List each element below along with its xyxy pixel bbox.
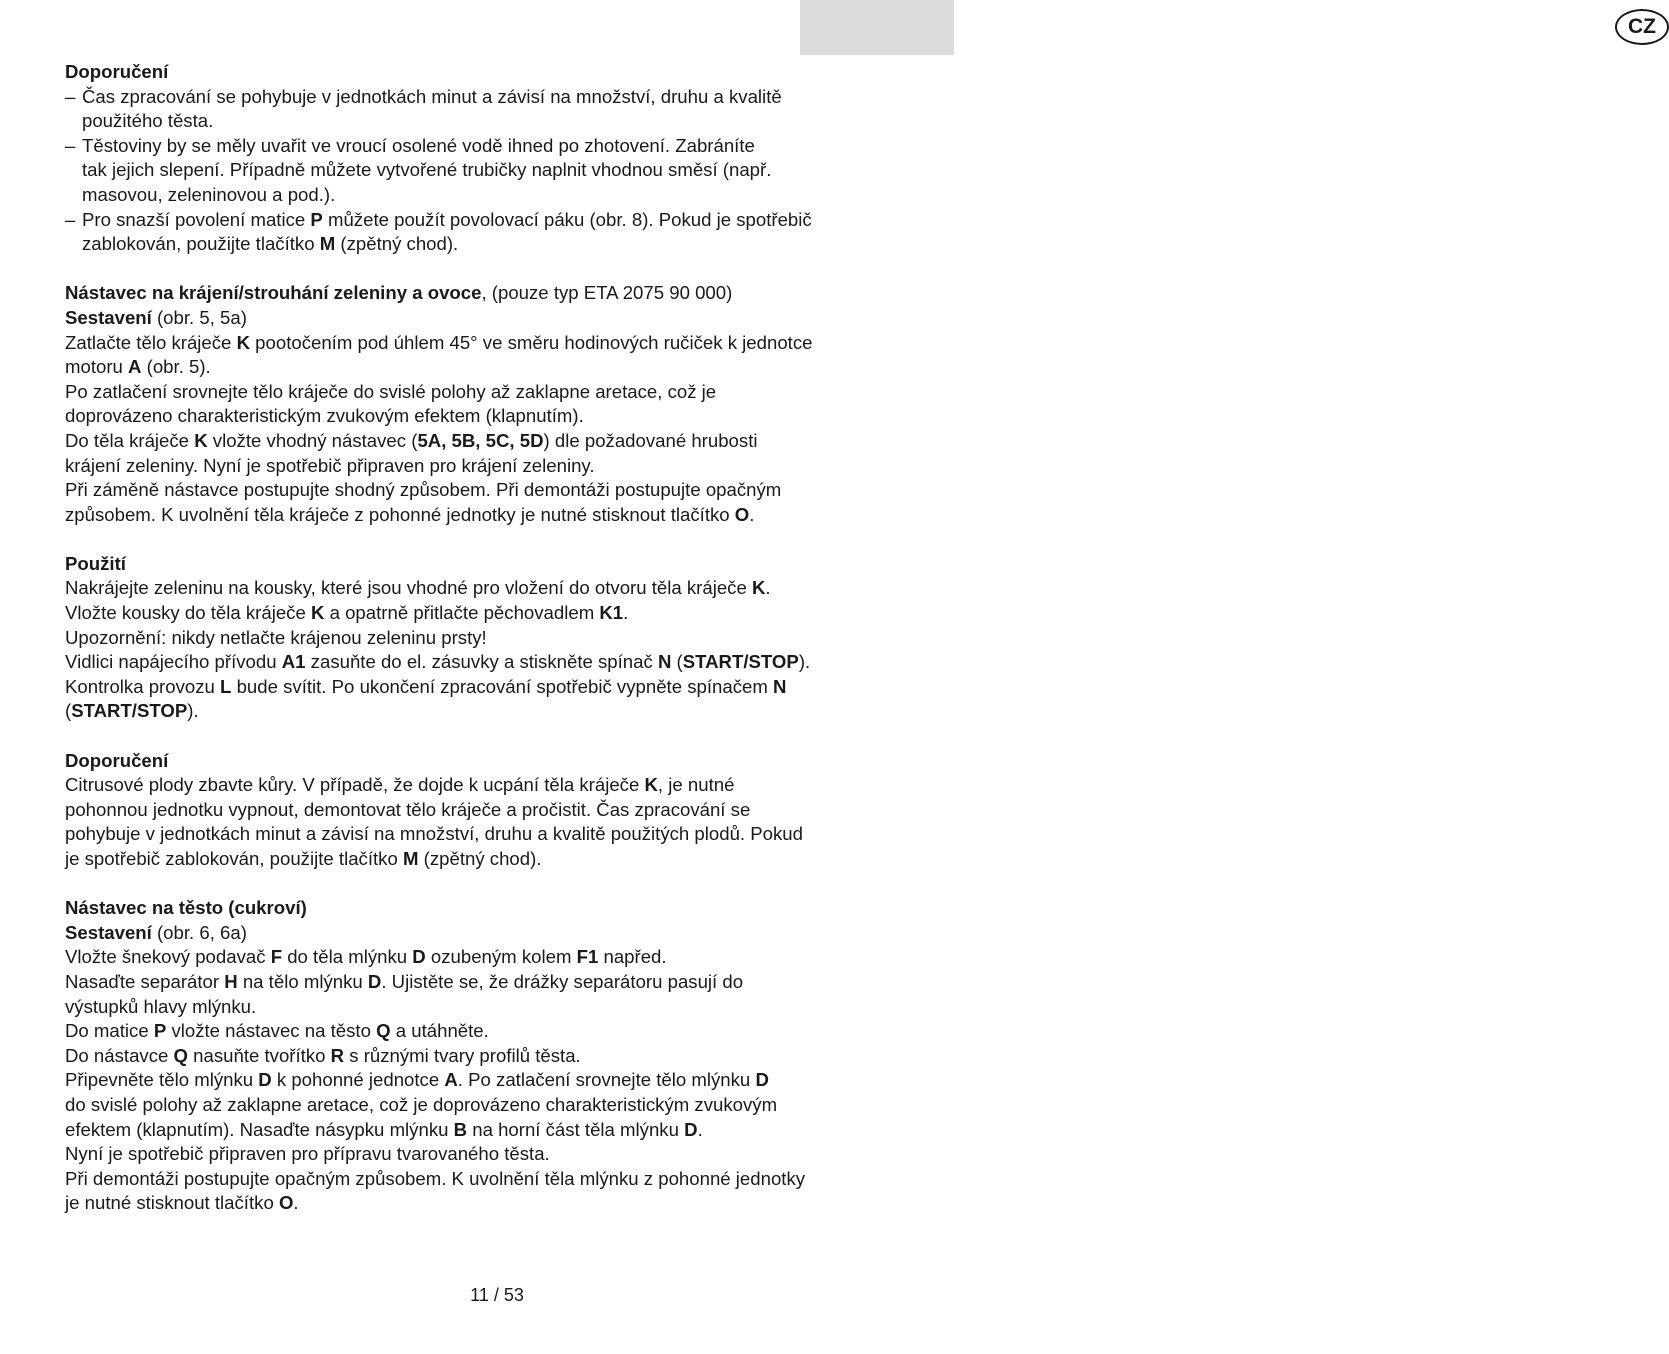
section-doporuceni-2 bbox=[65, 749, 895, 872]
text-run: zasuňte do el. zásuvky a stiskněte spínač bbox=[305, 651, 658, 673]
text-run: efektem (klapnutím). Nasaďte násypku mlýnku bbox=[65, 1118, 454, 1140]
bold-text: F1 bbox=[576, 946, 599, 968]
bold-text: L bbox=[220, 675, 232, 697]
section-pouziti bbox=[65, 552, 895, 724]
text-run: a opatrně přitlačte pěchovadlem bbox=[324, 602, 600, 624]
text-run: . bbox=[765, 577, 771, 599]
text-line bbox=[65, 1019, 895, 1044]
text-line bbox=[65, 331, 895, 356]
text-line bbox=[65, 454, 895, 479]
text-run: , (pouze typ ETA 2075 90 000) bbox=[481, 282, 733, 304]
text-line bbox=[65, 921, 895, 946]
section-doporuceni-1 bbox=[65, 60, 895, 257]
text-line bbox=[65, 503, 895, 528]
text-run: na tělo mlýnku bbox=[237, 970, 368, 992]
text-run: způsobem. K uvolnění těla kráječe z pohonné jednotky je nutné stisknout tlačítko bbox=[65, 503, 735, 525]
text-run: Nasaďte separátor bbox=[65, 970, 225, 992]
text-run: Do nástavce bbox=[65, 1044, 174, 1066]
text-line bbox=[65, 626, 895, 651]
text-run: Zatlačte tělo kráječe bbox=[65, 331, 237, 353]
text-line bbox=[65, 1167, 895, 1192]
text-line bbox=[65, 995, 895, 1020]
bold-text: D bbox=[755, 1069, 769, 1091]
text-line bbox=[65, 847, 895, 872]
bold-text: M bbox=[319, 233, 336, 255]
bold-text: K bbox=[310, 602, 325, 624]
bold-text: Sestavení bbox=[65, 306, 152, 328]
bold-text: Q bbox=[376, 1020, 391, 1042]
section-nastavec-krajeni bbox=[65, 281, 895, 527]
bold-text: B bbox=[453, 1118, 468, 1140]
text-run: vložte nástavec na těsto bbox=[166, 1020, 377, 1042]
text-run: (obr. 5). bbox=[141, 356, 211, 378]
text-line bbox=[65, 822, 895, 847]
text-run: Při demontáži postupujte opačným způsobem. K uvolnění těla mlýnku z pohonné jednotky bbox=[65, 1167, 806, 1189]
text-run: doprovázeno charakteristickým zvukovým efektem (klapnutím). bbox=[65, 405, 584, 427]
text-run: . Ujistěte se, že drážky separátoru pasují do bbox=[381, 970, 744, 992]
text-run: je nutné stisknout tlačítko bbox=[65, 1192, 279, 1214]
text-run: Vidlici napájecího přívodu bbox=[65, 651, 282, 673]
bold-text: D bbox=[412, 946, 426, 968]
text-run: . bbox=[623, 602, 629, 624]
bullet-dash: – bbox=[65, 85, 76, 107]
text-run: . bbox=[749, 503, 755, 525]
bullet-line bbox=[65, 85, 895, 110]
text-run: Pro snazší povolení matice bbox=[82, 208, 311, 230]
language-tab bbox=[800, 0, 1656, 55]
text-run: . bbox=[697, 1118, 703, 1140]
section-heading bbox=[65, 60, 895, 85]
bold-text: K bbox=[751, 577, 766, 599]
text-run: vložte vhodný nástavec ( bbox=[207, 429, 418, 451]
text-run: ) dle požadované hrubosti bbox=[543, 429, 758, 451]
text-line bbox=[65, 773, 895, 798]
text-run: je spotřebič zablokován, použijte tlačítko bbox=[65, 848, 403, 869]
text-line bbox=[65, 158, 895, 183]
text-run: Upozornění: nikdy netlačte krájenou zeleninu prsty! bbox=[65, 626, 487, 648]
text-run: (zpětný chod). bbox=[335, 233, 459, 255]
bold-text: Sestavení bbox=[65, 921, 152, 943]
text-run: ). bbox=[798, 651, 811, 673]
text-run: pohonnou jednotku vypnout, demontovat tělo kráječe a pročistit. Čas zpracování se bbox=[65, 798, 751, 820]
page-number: 11 / 53 bbox=[470, 1285, 524, 1305]
text-line bbox=[65, 576, 895, 601]
bullet-dash: – bbox=[65, 208, 76, 230]
text-run: pootočením pod úhlem 45° ve směru hodinových ručiček k jednotce bbox=[250, 331, 813, 353]
bold-text: Nástavec na krájení/strouhání zeleniny a ovoce bbox=[65, 282, 482, 304]
bold-text: N bbox=[657, 651, 672, 673]
text-line bbox=[65, 306, 895, 331]
text-line bbox=[65, 699, 895, 724]
text-line bbox=[65, 798, 895, 823]
text-run: Vložte šnekový podavač bbox=[65, 946, 271, 968]
bold-text: O bbox=[734, 503, 750, 525]
text-run: masovou, zeleninovou a pod.). bbox=[82, 183, 336, 205]
text-run: ( bbox=[671, 651, 683, 673]
text-run: nasuňte tvořítko bbox=[188, 1044, 331, 1066]
text-run: Vložte kousky do těla kráječe bbox=[65, 602, 311, 624]
text-line bbox=[65, 232, 895, 257]
text-run: napřed. bbox=[598, 946, 667, 968]
text-line bbox=[65, 355, 895, 380]
text-line bbox=[65, 1118, 895, 1143]
text-line bbox=[65, 1044, 895, 1069]
text-run: s různými tvary profilů těsta. bbox=[344, 1044, 581, 1066]
text-run: můžete použít povolovací páku (obr. 8). Pokud je spotřebič bbox=[322, 208, 812, 230]
text-line bbox=[65, 970, 895, 995]
bold-text: START/STOP bbox=[682, 651, 799, 673]
text-line bbox=[65, 429, 895, 454]
bold-text: K bbox=[194, 429, 208, 451]
text-line bbox=[65, 380, 895, 405]
text-run: Čas zpracování se pohybuje v jednotkách minut a závisí na množství, druhu a kvalitě bbox=[82, 85, 782, 107]
text-line bbox=[65, 1093, 895, 1118]
text-run: do svislé polohy až zaklapne aretace, což je doprovázeno charakteristickým zvukovým bbox=[65, 1093, 778, 1115]
text-line bbox=[65, 1191, 895, 1216]
text-run: na horní část těla mlýnku bbox=[467, 1118, 685, 1140]
text-run: (obr. 6, 6a) bbox=[151, 921, 247, 943]
text-run: motoru bbox=[65, 356, 129, 378]
bold-text: M bbox=[402, 848, 419, 869]
section-heading bbox=[65, 552, 895, 577]
bold-text: Q bbox=[173, 1044, 188, 1066]
text-run: Po zatlačení srovnejte tělo kráječe do svislé polohy až zaklapne aretace, což je bbox=[65, 380, 717, 402]
text-run: k pohonné jednotce bbox=[271, 1069, 445, 1091]
bold-text: A bbox=[444, 1069, 458, 1091]
text-run: Nakrájejte zeleninu na kousky, které jsou vhodné pro vložení do otvoru těla kráječe bbox=[65, 577, 752, 599]
text-line bbox=[65, 650, 895, 675]
text-line bbox=[65, 109, 895, 134]
text-run: ). bbox=[187, 700, 199, 722]
text-run: Do těla kráječe bbox=[65, 429, 195, 451]
text-run: bude svítit. Po ukončení zpracování spotřebič vypněte spínačem bbox=[231, 675, 773, 697]
text-run: . bbox=[293, 1192, 299, 1214]
text-line bbox=[65, 281, 895, 306]
bold-text: D bbox=[367, 970, 382, 992]
text-run: ( bbox=[65, 700, 72, 722]
bold-text: Použití bbox=[65, 552, 126, 574]
bullet-dash: – bbox=[65, 134, 76, 156]
bold-text: D bbox=[684, 1118, 698, 1140]
bold-text: F bbox=[270, 946, 283, 968]
text-run: tak jejich slepení. Případně můžete vytvořené trubičky naplnit vhodnou směsí (např. bbox=[82, 159, 772, 181]
section-heading bbox=[65, 896, 895, 921]
bold-text: K bbox=[236, 331, 250, 353]
section-nastavec-testo bbox=[65, 896, 895, 1216]
text-run: krájení zeleniny. Nyní je spotřebič připraven pro krájení zeleniny. bbox=[65, 454, 595, 476]
text-run: . Po zatlačení srovnejte tělo mlýnku bbox=[457, 1069, 756, 1091]
text-run: výstupků hlavy mlýnku. bbox=[65, 995, 257, 1017]
bullet-line bbox=[65, 134, 895, 159]
text-line bbox=[65, 1142, 895, 1167]
text-run: ozubeným kolem bbox=[425, 946, 577, 968]
text-run: do těla mlýnku bbox=[282, 946, 413, 968]
text-line bbox=[65, 478, 895, 503]
text-run: Při záměně nástavce postupujte shodný způsobem. Při demontáži postupujte opačným bbox=[65, 479, 782, 501]
bold-text: 5A, 5B, 5C, 5D bbox=[417, 429, 544, 451]
text-run: pohybuje v jednotkách minut a závisí na množství, druhu a kvalitě použitých plodů. Pokud bbox=[65, 823, 803, 845]
document-body bbox=[65, 60, 895, 1216]
bold-text: K bbox=[644, 774, 658, 796]
text-run: a utáhněte. bbox=[390, 1020, 489, 1042]
text-line bbox=[65, 1068, 895, 1093]
text-run: Připevněte tělo mlýnku bbox=[65, 1069, 259, 1091]
text-run: (zpětný chod). bbox=[418, 848, 542, 869]
text-run: (obr. 5, 5a) bbox=[151, 306, 247, 328]
text-run: Kontrolka provozu bbox=[65, 675, 221, 697]
text-run: Těstoviny by se měly uvařit ve vroucí osolené vodě ihned po zhotovení. Zabráníte bbox=[82, 134, 755, 156]
bold-text: P bbox=[153, 1020, 167, 1042]
bold-text: D bbox=[258, 1069, 272, 1091]
text-line bbox=[65, 945, 895, 970]
text-run: zablokován, použijte tlačítko bbox=[82, 233, 320, 255]
bold-text: O bbox=[278, 1192, 294, 1214]
bold-text: K1 bbox=[599, 602, 624, 624]
bold-text: Nástavec na těsto (cukroví) bbox=[65, 897, 307, 919]
text-run: Nyní je spotřebič připraven pro přípravu tvarovaného těsta. bbox=[65, 1143, 550, 1165]
bullet-line bbox=[65, 208, 895, 233]
bold-text: Doporučení bbox=[65, 749, 169, 771]
bold-text: P bbox=[310, 208, 323, 230]
text-line bbox=[65, 675, 895, 700]
text-run: , je nutné bbox=[657, 774, 735, 796]
text-line bbox=[65, 183, 895, 208]
bold-text: A bbox=[128, 356, 142, 378]
bold-text: R bbox=[330, 1044, 345, 1066]
bold-text: N bbox=[773, 675, 787, 697]
bold-text: START/STOP bbox=[71, 700, 188, 722]
bold-text: Doporučení bbox=[65, 61, 169, 82]
text-run: použitého těsta. bbox=[82, 110, 214, 132]
language-badge: CZ bbox=[1615, 9, 1669, 45]
text-line bbox=[65, 404, 895, 429]
section-heading bbox=[65, 749, 895, 774]
bold-text: H bbox=[224, 970, 238, 992]
text-line bbox=[65, 601, 895, 626]
text-run: Citrusové plody zbavte kůry. V případě, že dojde k ucpání těla kráječe bbox=[65, 774, 645, 796]
bold-text: A1 bbox=[281, 651, 306, 673]
text-run: Do matice bbox=[65, 1020, 154, 1042]
